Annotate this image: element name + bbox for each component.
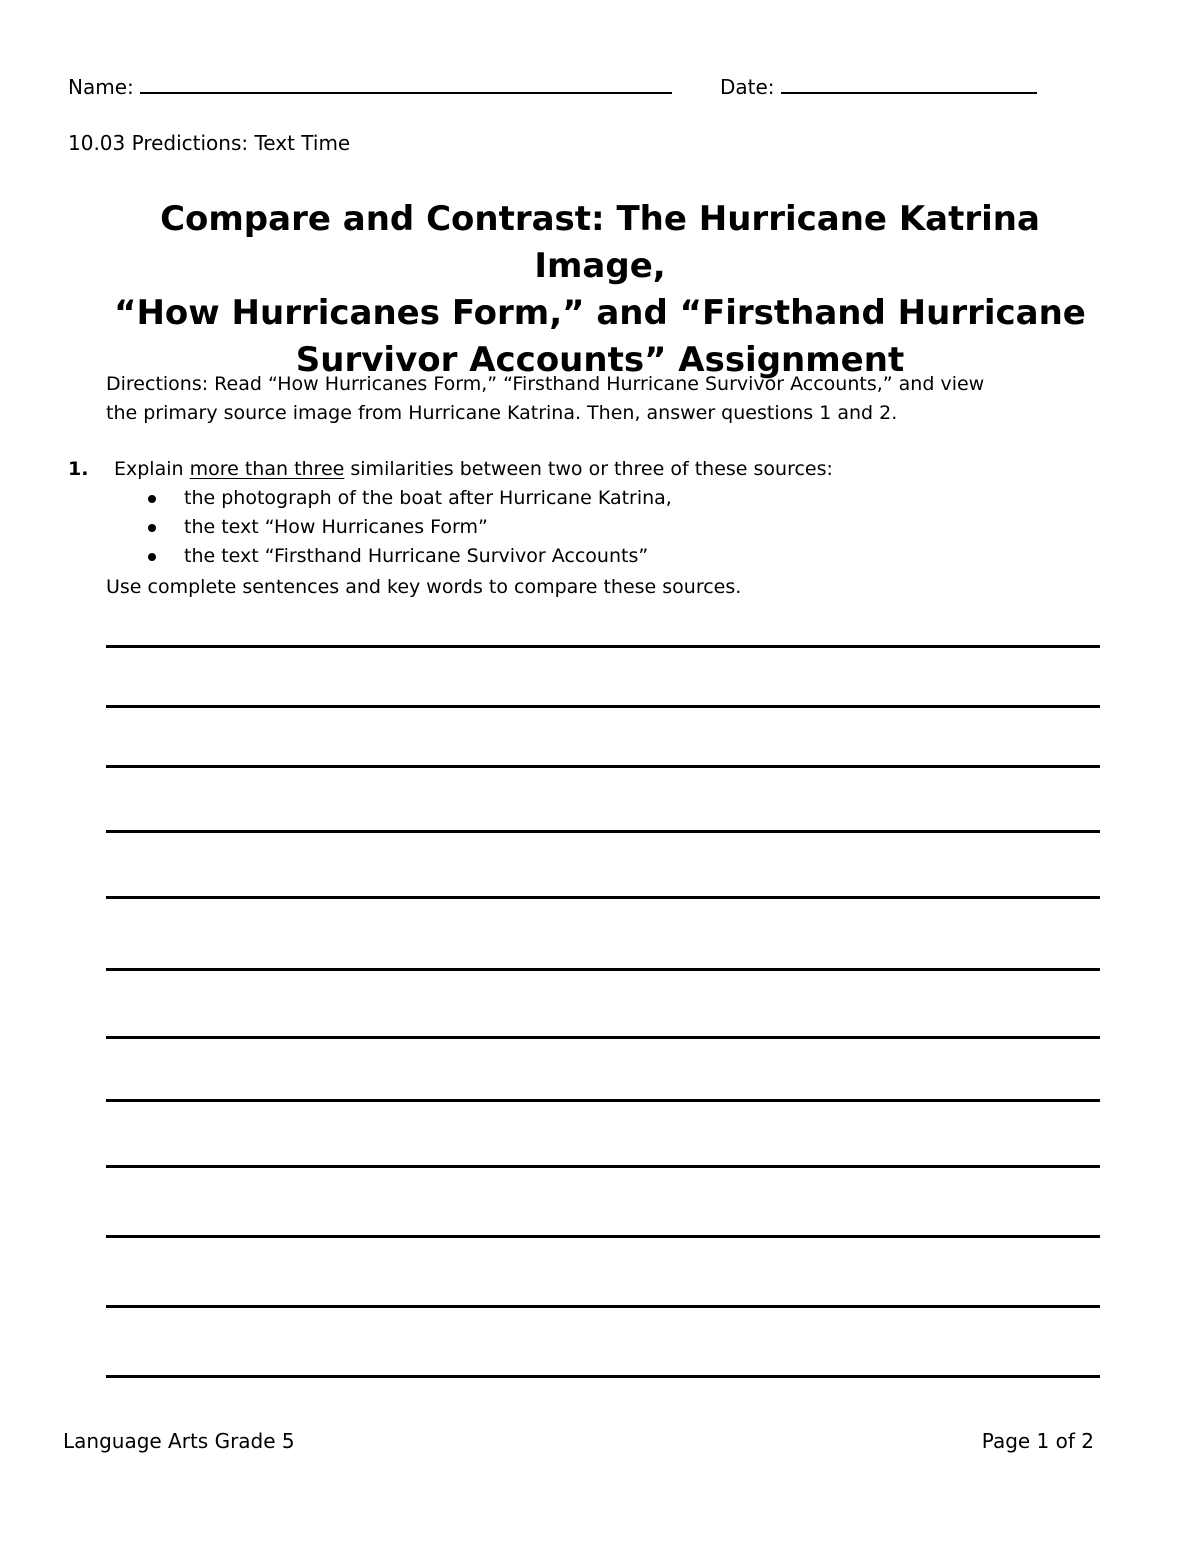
list-item-text: the text “Firsthand Hurricane Survivor Accounts” <box>184 545 649 567</box>
answer-line[interactable] <box>106 1375 1100 1378</box>
footer-page-number: Page 1 of 2 <box>981 1429 1094 1453</box>
list-item <box>148 542 672 571</box>
question-number: 1. <box>68 458 89 480</box>
name-field[interactable] <box>68 73 672 101</box>
date-blank[interactable] <box>781 78 1037 94</box>
answer-line[interactable] <box>106 765 1100 768</box>
answer-line[interactable] <box>106 1305 1100 1308</box>
date-field[interactable] <box>720 73 1037 101</box>
bullet-icon <box>148 524 156 532</box>
bullet-icon <box>148 495 156 503</box>
list-item <box>148 513 672 542</box>
title-line-1: Compare and Contrast: The Hurricane Katrina Image, <box>160 199 1040 286</box>
answer-line[interactable] <box>106 1099 1100 1102</box>
lesson-label: 10.03 Predictions: Text Time <box>68 131 351 155</box>
question-emphasis: more than three <box>189 458 345 480</box>
source-list <box>148 484 672 571</box>
answer-line[interactable] <box>106 645 1100 648</box>
question-suffix: similarities between two or three of these sources: <box>344 458 833 480</box>
question-instruction: Use complete sentences and key words to compare these sources. <box>106 576 742 598</box>
page-title <box>100 196 1100 384</box>
answer-line[interactable] <box>106 705 1100 708</box>
name-blank[interactable] <box>140 78 672 94</box>
answer-line[interactable] <box>106 1036 1100 1039</box>
list-item-text: the text “How Hurricanes Form” <box>184 516 488 538</box>
date-label: Date: <box>720 75 775 99</box>
name-label: Name: <box>68 75 134 99</box>
title-line-3: Survivor Accounts” Assignment <box>295 340 905 380</box>
question-prefix: Explain <box>114 458 190 480</box>
directions <box>106 370 1086 428</box>
list-item <box>148 484 672 513</box>
answer-line[interactable] <box>106 968 1100 971</box>
list-item-text: the photograph of the boat after Hurricane Katrina, <box>184 487 672 509</box>
title-line-2: “How Hurricanes Form,” and “Firsthand Hurricane <box>114 293 1086 333</box>
answer-line[interactable] <box>106 1235 1100 1238</box>
bullet-icon <box>148 553 156 561</box>
directions-line-2: the primary source image from Hurricane Katrina. Then, answer questions 1 and 2. <box>106 402 898 424</box>
footer-course: Language Arts Grade 5 <box>63 1429 295 1453</box>
answer-line[interactable] <box>106 896 1100 899</box>
directions-line-1: Directions: Read “How Hurricanes Form,” “Firsthand Hurricane Survivor Accounts,” and view <box>106 373 985 395</box>
question-text <box>114 455 833 483</box>
answer-line[interactable] <box>106 1165 1100 1168</box>
answer-line[interactable] <box>106 830 1100 833</box>
